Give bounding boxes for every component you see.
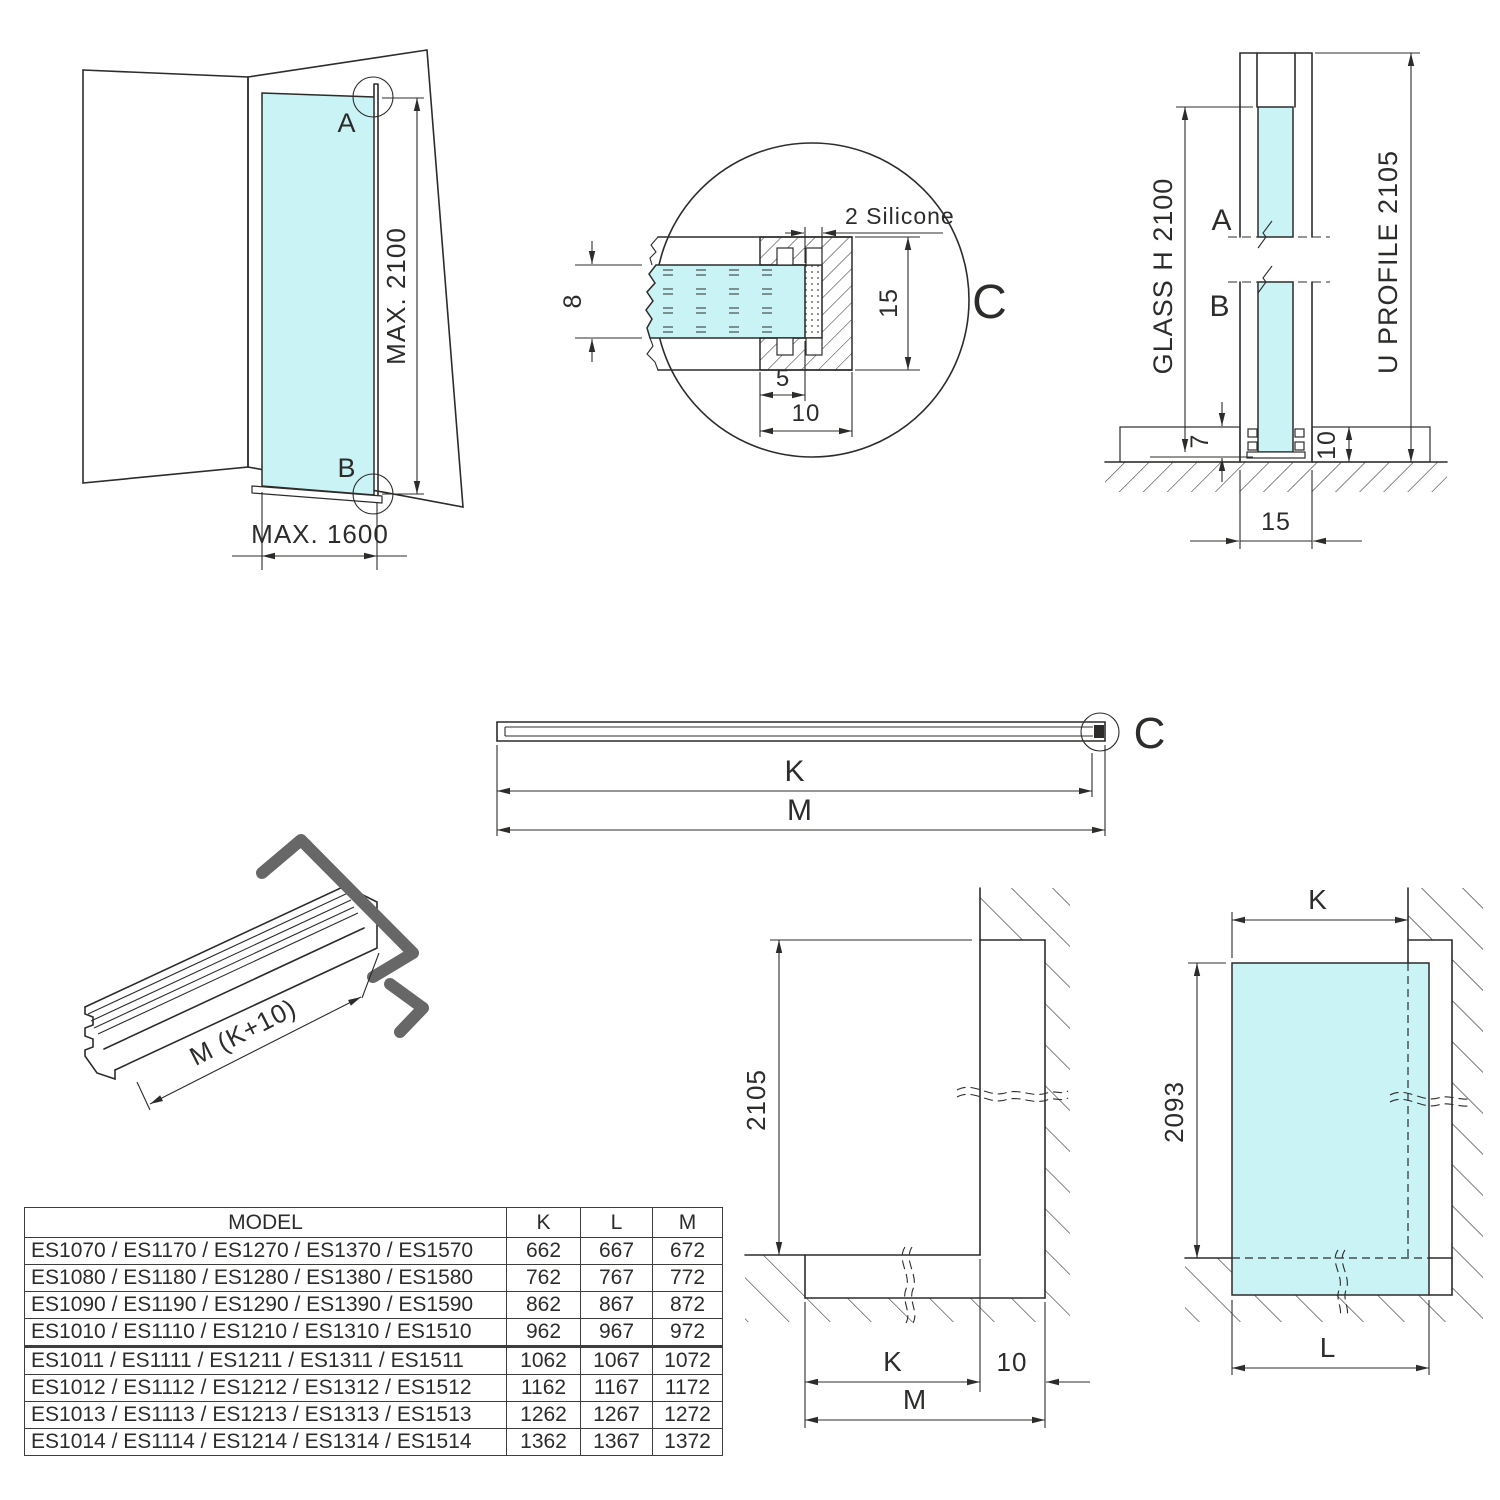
section-label-b: B xyxy=(1209,290,1231,323)
profile-base-plate xyxy=(1247,452,1305,458)
dim-k-glass: K xyxy=(1308,884,1328,915)
floor-hatch xyxy=(1105,462,1447,492)
dim-glass-height: GLASS H 2100 xyxy=(1148,177,1178,375)
glass-lower xyxy=(1258,282,1293,452)
table-row: ES1013 / ES1113 / ES1213 / ES1313 / ES1513 1262 1267 1272 xyxy=(25,1402,723,1429)
side-label-c: C xyxy=(1133,709,1167,758)
size-table xyxy=(24,1207,723,1456)
dim-max-width: MAX. 1600 xyxy=(251,519,389,549)
dim-max-height: MAX. 2100 xyxy=(381,227,411,365)
col-k: K xyxy=(507,1208,581,1238)
dim-gap-elev: 10 xyxy=(996,1347,1028,1377)
table-row: ES1090 / ES1190 / ES1290 / ES1390 / ES1590 862 867 872 xyxy=(25,1292,723,1319)
view-profile-iso xyxy=(85,840,423,1110)
table-header-row xyxy=(25,1208,723,1238)
view-detail-c xyxy=(559,143,1008,457)
table-row: ES1010 / ES1110 / ES1210 / ES1310 / ES1510 962 967 972 xyxy=(25,1319,723,1347)
corner-cap-lower xyxy=(390,984,423,1032)
table-row: ES1012 / ES1112 / ES1212 / ES1312 / ES1512 1162 1167 1172 xyxy=(25,1375,723,1402)
section-label-a: A xyxy=(1211,204,1233,237)
dim-insert-depth: 5 xyxy=(775,365,791,392)
dim-m-side: M xyxy=(787,794,813,827)
dim-width-bottom: 15 xyxy=(1261,508,1291,536)
glass-panel-elev xyxy=(1232,963,1429,1295)
label-b: B xyxy=(337,453,357,483)
table-row: ES1080 / ES1180 / ES1280 / ES1380 / ES1580 762 767 772 xyxy=(25,1265,723,1292)
table-row: ES1011 / ES1111 / ES1211 / ES1311 / ES1511 1062 1067 1072 xyxy=(25,1347,723,1375)
col-m: M xyxy=(653,1208,723,1238)
view-section-front xyxy=(1105,53,1447,549)
left-wall xyxy=(83,70,248,483)
table-row: ES1014 / ES1114 / ES1214 / ES1314 / ES1514 1362 1367 1372 xyxy=(25,1429,723,1456)
dim-l-glass: L xyxy=(1319,1332,1337,1363)
col-model: MODEL xyxy=(25,1208,507,1238)
corner-cap-upper xyxy=(262,840,413,977)
dim-profile-depth: 10 xyxy=(791,400,821,427)
dim-k-side: K xyxy=(784,755,806,788)
silicone-joint xyxy=(805,265,822,338)
detail-label-c: C xyxy=(972,276,1008,329)
dim-profile-width: 15 xyxy=(875,288,903,318)
view-elevation-profiles xyxy=(741,888,1090,1428)
col-l: L xyxy=(581,1208,653,1238)
view-corner-iso xyxy=(83,50,463,570)
dim-glass-thickness: 8 xyxy=(559,293,587,309)
dim-wall-profile-height: 2105 xyxy=(741,1069,771,1131)
profile-end-face xyxy=(85,1007,115,1079)
dim-k-elev: K xyxy=(883,1346,903,1377)
profile-end-cap xyxy=(1094,725,1104,738)
dim-profile-height: U PROFILE 2105 xyxy=(1373,149,1403,375)
glass-panel xyxy=(262,93,374,495)
view-elevation-glass xyxy=(1159,884,1483,1375)
label-a: A xyxy=(337,108,357,138)
dim-m-elev: M xyxy=(902,1384,928,1415)
dim-profile-length: M (K+10) xyxy=(184,992,302,1072)
dim-plinth: 10 xyxy=(1313,430,1341,460)
dim-glass-height-elev: 2093 xyxy=(1159,1081,1189,1143)
view-profile-side xyxy=(497,709,1166,836)
dim-recess: 7 xyxy=(1186,433,1214,449)
glass-upper xyxy=(1258,107,1293,237)
silicone-note: 2 Silicone xyxy=(845,203,955,229)
table-row: ES1070 / ES1170 / ES1270 / ES1370 / ES1570 662 667 672 xyxy=(25,1238,723,1265)
